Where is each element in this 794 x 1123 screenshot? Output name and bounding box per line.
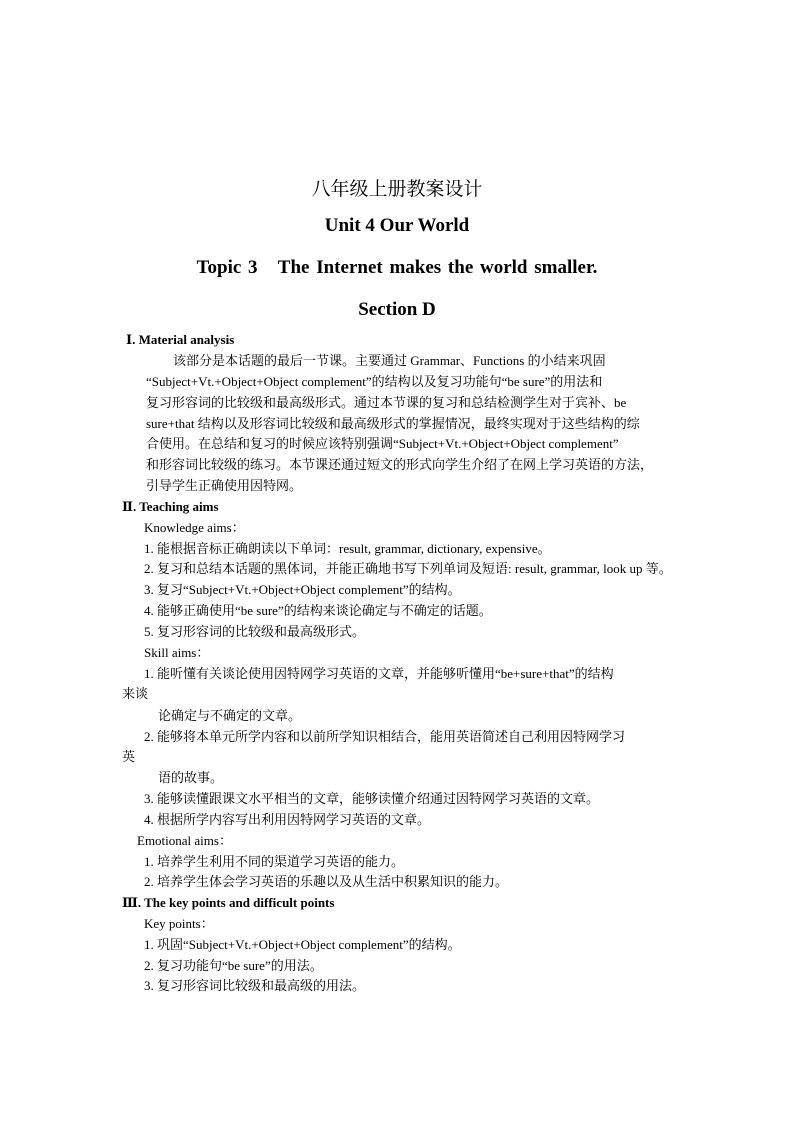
key-point: 3. 复习形容词比较级和最高级的用法。 bbox=[144, 978, 366, 993]
doc-title: 八年级上册教案设计 bbox=[311, 179, 483, 200]
skill-aim-wrap: 语的故事。 bbox=[158, 770, 224, 785]
skill-aim: 4. 根据所学内容写出利用因特网学习英语的文章。 bbox=[144, 812, 431, 827]
emotional-aims-label: Emotional aims： bbox=[137, 833, 232, 848]
knowledge-aim: 3. 复习“Subject+Vt.+Object+Object complement”的结构。 bbox=[144, 582, 461, 597]
section-title: Section D bbox=[358, 299, 436, 320]
emotional-aim: 1. 培养学生利用不同的渠道学习英语的能力。 bbox=[144, 854, 405, 869]
material-line: 和形容词比较级的练习。本节课还通过短文的形式向学生介绍了在网上学习英语的方法， bbox=[146, 457, 654, 472]
unit-title: Unit 4 Our World bbox=[324, 215, 470, 236]
key-point: 2. 复习功能句“be sure”的用法。 bbox=[144, 958, 323, 973]
material-line: 引导学生正确使用因特网。 bbox=[146, 478, 303, 493]
skill-aim: 1. 能听懂有关谈论使用因特网学习英语的文章，并能够听懂用“be+sure+that”的结构 bbox=[144, 666, 614, 681]
skill-aim: 3. 能够读懂跟课文水平相当的文章，能够读懂介绍通过因特网学习英语的文章。 bbox=[144, 791, 600, 806]
material-line: 复习形容词的比较级和最高级形式。通过本节课的复习和总结检测学生对于宾补、be bbox=[146, 395, 627, 410]
key-points-label: Key points： bbox=[144, 916, 214, 931]
keypoints-heading: Ⅲ. The key points and difficult points bbox=[122, 895, 335, 910]
knowledge-aims-label: Knowledge aims： bbox=[144, 520, 245, 535]
skill-aim-wrap: 论确定与不确定的文章。 bbox=[158, 708, 302, 723]
knowledge-aim: 2. 复习和总结本话题的黑体词，并能正确地书写下列单词及短语: result, grammar, look up 等。 bbox=[144, 561, 672, 576]
material-line: 该部分是本话题的最后一节课。主要通过 Grammar、Functions 的小结来巩固 bbox=[173, 353, 606, 368]
emotional-aim: 2. 培养学生体会学习英语的乐趣以及从生活中积累知识的能力。 bbox=[144, 874, 509, 889]
material-heading: Ⅰ. Material analysis bbox=[126, 332, 235, 347]
material-line: sure+that 结构以及形容词比较级和最高级形式的掌握情况，最终实现对于这些结构的综 bbox=[146, 416, 640, 431]
knowledge-aim: 5. 复习形容词的比较级和最高级形式。 bbox=[144, 624, 366, 639]
skill-aim-wrap: 来谈 bbox=[122, 686, 149, 701]
aims-heading: Ⅱ. Teaching aims bbox=[122, 499, 219, 514]
key-point: 1. 巩固“Subject+Vt.+Object+Object complement”的结构。 bbox=[144, 937, 461, 952]
topic-title: Topic 3 The Internet makes the world smaller. bbox=[196, 257, 598, 278]
material-line: “Subject+Vt.+Object+Object complement”的结构以及复习功能句“be sure”的用法和 bbox=[146, 374, 603, 389]
skill-aim: 2. 能够将本单元所学内容和以前所学知识相结合，能用英语简述自己利用因特网学习 bbox=[144, 729, 626, 744]
skill-aim-wrap: 英 bbox=[122, 749, 136, 764]
knowledge-aim: 1. 能根据音标正确朗读以下单词：result, grammar, dictionary, expensive。 bbox=[144, 541, 551, 556]
skill-aims-label: Skill aims： bbox=[144, 645, 210, 660]
knowledge-aim: 4. 能够正确使用“be sure”的结构来谈论确定与不确定的话题。 bbox=[144, 603, 492, 618]
material-line: 合使用。在总结和复习的时候应该特别强调“Subject+Vt.+Object+Object complement” bbox=[146, 436, 619, 451]
